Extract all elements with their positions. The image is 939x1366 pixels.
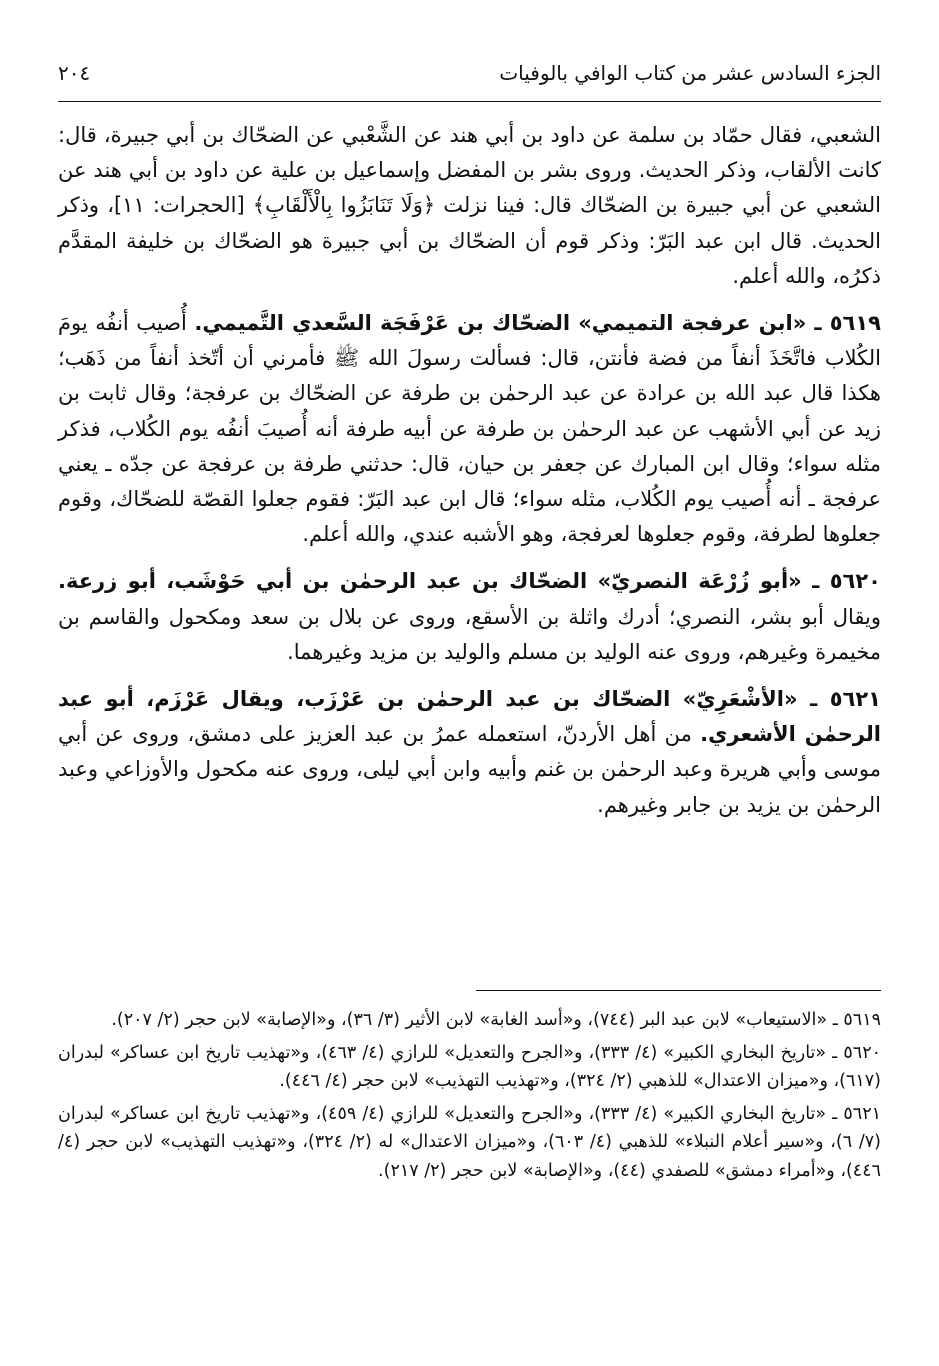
footnote-5619: ٥٦١٩ ـ «الاستيعاب» لابن عبد البر (٧٤٤)، و«أسد الغابة» لابن الأثير (٣/ ٣٦)، و«الإصابة» لابن حجر (٢/ ٢٠٧).: [111, 1010, 881, 1030]
paragraph-text: الشعبي، فقال حمّاد بن سلمة عن داود بن أبي هند عن الشَّعْبي عن الضحّاك بن أبي جبيرة، قال: كانت الألقاب، وذكر الحديث. وروى بشر بن المفضل وإسماعيل بن علية عن داود بن أبي هند عن الشعبي عن أبي جبيرة بن الضحّاك قال: فينا نزلت ﴿وَلَا تَنَابَزُوا بِالْأَلْقَابِ﴾ [الحجرات: ١١]، وذكر الحديث. قال ابن عبد البَرّ: وذكر قوم أن الضحّاك بن أبي جبيرة هو الضحّاك بن خليفة المقدَّم ذكرُه، والله أعلم.: [58, 123, 881, 288]
page-number: ٢٠٤: [58, 61, 91, 85]
entry-heading: ٥٦١٩ ـ «ابن عرفجة التميمي» الضحّاك بن عَرْفَجَة السَّعدي التَّميمي.: [194, 311, 881, 336]
entry-5619: [58, 306, 881, 552]
header-rule: [58, 101, 881, 102]
entry-heading: ٥٦٢١ ـ «الأشْعَرِيّ» الضحّاك بن عبد الرحمٰن بن عَرْزَب، ويقال عَرْزَم، أبو عبد الرحمٰن الأشعري.: [58, 687, 881, 747]
main-text: [58, 118, 881, 835]
entry-text: من أهل الأردنّ، استعمله عمرُ بن عبد العزيز على دمشق، وروى عن أبي موسى وأبي هريرة وعبد الرحمٰن بن غنم وأبيه وابن أبي ليلى، وروى عنه مكحول والأوزاعي وعبد الرحمٰن بن يزيد بن جابر وغيرهم.: [58, 722, 881, 817]
footnotes: [58, 1006, 881, 1189]
page-header: [58, 58, 881, 88]
running-title: الجزء السادس عشر من كتاب الوافي بالوفيات: [499, 61, 881, 85]
paragraph-continuation: [58, 118, 881, 294]
entry-5621: [58, 682, 881, 823]
entry-text: ويقال أبو بشر، النصري؛ أدرك واثلة بن الأسقع، وروى عن بلال بن سعد ومكحول والقاسم بن مخيمرة وغيرهم، وروى عنه الوليد بن مسلم والوليد بن مزيد وغيرهما.: [58, 604, 881, 664]
entry-text: أُصيب أنفُه يومَ الكُلاب فاتَّخَذَ أنفاً من فضة فأنتن، قال: فسألت رسولَ الله ﷺ فأمرني أن أتّخذ أنفاً من ذَهَب؛ هكذا قال عبد الله بن عرادة عن عبد الرحمٰن بن طرفة عن الضحّاك بن عرفجة؛ وقال ثابت بن زيد عن أبي الأشهب عن عبد الرحمٰن بن طرفة عن أبيه طرفة أنه أُصيبَ أنفُه يوم الكُلاب، فذكر مثله سواء؛ وقال ابن المبارك عن جعفر بن حيان، قال: حدثني طرفة بن عرفجة عن جدّه ـ يعني عرفجة ـ أنه أُصيب يوم الكُلاب، مثله سواء؛ قال ابن عبد البَرّ: فقوم جعلوا القصّة للضحّاك، وقوم جعلوها لطرفة، وقوم جعلوها لعرفجة، وهو الأشبه عندي، والله أعلم.: [58, 311, 881, 547]
entry-heading: ٥٦٢٠ ـ «أبو زُرْعَة النصريّ» الضحّاك بن عبد الرحمٰن بن أبي حَوْشَب، أبو زرعة.: [58, 569, 881, 594]
footnote-separator: [476, 990, 881, 991]
footnote-5620: ٥٦٢٠ ـ «تاريخ البخاري الكبير» (٤/ ٣٣٣)، و«الجرح والتعديل» للرازي (٤/ ٤٦٣)، و«تهذيب تاريخ ابن عساكر» لبدران (٦١٧)، و«ميزان الاعتدال» للذهبي (٢/ ٣٢٤)، و«تهذيب التهذيب» لابن حجر (٤/ ٤٤٦).: [58, 1042, 881, 1091]
footnote-5621: ٥٦٢١ ـ «تاريخ البخاري الكبير» (٤/ ٣٣٣)، و«الجرح والتعديل» للرازي (٤/ ٤٥٩)، و«تهذيب تاريخ ابن عساكر» لبدران (٧/ ٦)، و«سير أعلام النبلاء» للذهبي (٤/ ٦٠٣)، و«ميزان الاعتدال» له (٢/ ٣٢٤)، و«تهذيب التهذيب» لابن حجر (٤/ ٤٤٦)، و«أمراء دمشق» للصفدي (٤٤)، و«الإصابة» لابن حجر (٢/ ٢١٧).: [58, 1103, 881, 1181]
entry-5620: [58, 564, 881, 670]
